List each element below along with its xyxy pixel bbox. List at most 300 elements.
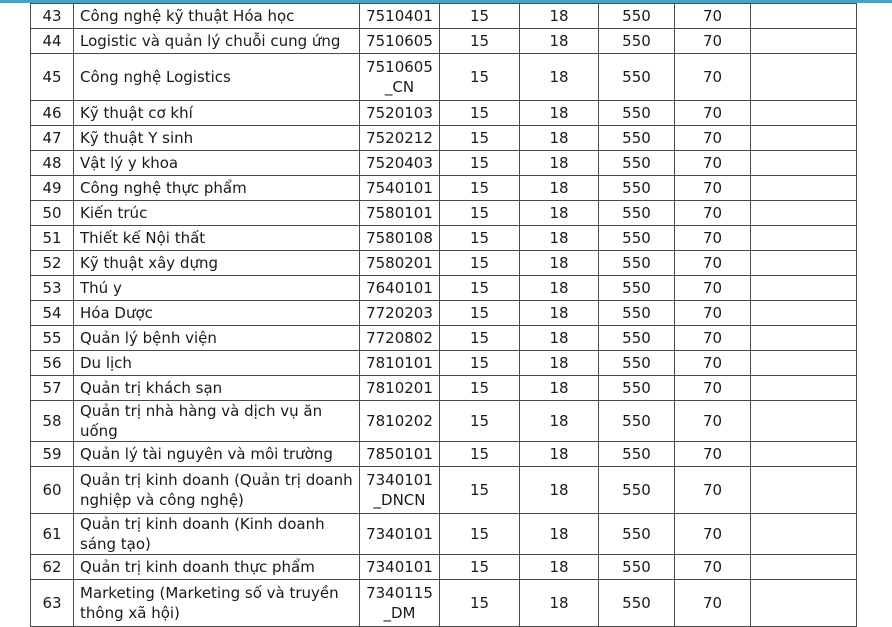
cell-stt xyxy=(31,301,74,326)
cell-col-2-text: 18 xyxy=(549,204,569,222)
table-row xyxy=(31,376,857,401)
table-row xyxy=(31,176,857,201)
cell-col-1 xyxy=(440,467,520,514)
cell-col-3 xyxy=(599,29,675,54)
cell-program-name-text: Công nghệ thực phẩm xyxy=(80,179,247,197)
cell-col-5 xyxy=(751,201,857,226)
cell-col-5 xyxy=(751,126,857,151)
cell-program-name xyxy=(74,201,360,226)
cell-col-1-text: 15 xyxy=(469,379,490,397)
cell-col-5 xyxy=(751,101,857,126)
cell-col-3 xyxy=(599,151,675,176)
cell-program-code-text: 7810201 xyxy=(366,379,433,397)
cell-col-3-text: 550 xyxy=(622,68,651,86)
table-row xyxy=(31,351,857,376)
table-row xyxy=(31,201,857,226)
cell-program-name xyxy=(74,580,360,627)
cell-program-name xyxy=(74,276,360,301)
cell-program-name xyxy=(74,326,360,351)
cell-stt xyxy=(31,176,74,201)
cell-program-code xyxy=(360,201,440,226)
cell-stt-text: 47 xyxy=(42,129,62,147)
cell-col-4 xyxy=(675,4,751,29)
cell-col-1-text: 15 xyxy=(469,32,490,50)
cell-col-1-text: 15 xyxy=(469,279,490,297)
cell-col-1 xyxy=(440,276,520,301)
cell-col-1 xyxy=(440,176,520,201)
cell-program-name-text: Quản trị khách sạn xyxy=(80,379,223,397)
cell-col-1-text: 15 xyxy=(469,481,490,499)
cell-col-3 xyxy=(599,301,675,326)
cell-stt xyxy=(31,467,74,514)
table-row xyxy=(31,226,857,251)
cell-program-code xyxy=(360,151,440,176)
cell-stt xyxy=(31,514,74,555)
cell-col-2 xyxy=(520,467,599,514)
cell-program-name-text: Công nghệ kỹ thuật Hóa học xyxy=(80,7,295,25)
cell-col-2 xyxy=(520,401,599,442)
cell-program-name xyxy=(74,376,360,401)
cell-col-2-text: 18 xyxy=(549,558,569,576)
cell-program-code xyxy=(360,580,440,627)
cell-stt-text: 56 xyxy=(42,354,62,372)
cell-col-1-text: 15 xyxy=(469,354,490,372)
cell-col-4 xyxy=(675,467,751,514)
table-row xyxy=(31,276,857,301)
cell-col-4-text: 70 xyxy=(702,445,723,463)
table-row xyxy=(31,251,857,276)
cell-col-4 xyxy=(675,151,751,176)
cell-col-3-text: 550 xyxy=(622,179,651,197)
cell-program-name xyxy=(74,301,360,326)
cell-program-name-text: Quản lý tài nguyên và môi trường xyxy=(80,445,333,463)
table-row xyxy=(31,555,857,580)
cell-program-code-text: 7720802 xyxy=(366,329,433,347)
cell-col-2 xyxy=(520,126,599,151)
cell-program-code xyxy=(360,401,440,442)
cell-col-2 xyxy=(520,201,599,226)
cell-col-5 xyxy=(751,29,857,54)
cell-stt xyxy=(31,401,74,442)
cell-col-4-text: 70 xyxy=(702,354,723,372)
cell-program-name-text: Quản trị kinh doanh (Quản trị doanh nghiệp và công nghệ) xyxy=(80,471,353,509)
cell-program-code-text: 7540101 xyxy=(366,179,433,197)
cell-stt-text: 62 xyxy=(42,558,62,576)
cell-program-code xyxy=(360,54,440,101)
cell-col-2-text: 18 xyxy=(549,154,569,172)
cell-col-1 xyxy=(440,301,520,326)
cell-program-name xyxy=(74,467,360,514)
table-row xyxy=(31,4,857,29)
cell-col-1-text: 15 xyxy=(469,229,490,247)
cell-program-name xyxy=(74,29,360,54)
cell-stt xyxy=(31,101,74,126)
cell-col-4 xyxy=(675,176,751,201)
cell-col-4-text: 70 xyxy=(702,129,723,147)
cell-col-2 xyxy=(520,555,599,580)
cell-col-3 xyxy=(599,514,675,555)
cell-col-5 xyxy=(751,376,857,401)
cell-col-4-text: 70 xyxy=(702,32,723,50)
cell-col-3 xyxy=(599,326,675,351)
cell-stt-text: 54 xyxy=(42,304,62,322)
cell-col-2-text: 18 xyxy=(549,279,569,297)
cell-col-1-text: 15 xyxy=(469,329,490,347)
cell-col-3-text: 550 xyxy=(622,154,651,172)
cell-col-1-text: 15 xyxy=(469,525,490,543)
cell-col-3-text: 550 xyxy=(622,412,651,430)
cell-col-1 xyxy=(440,442,520,467)
cell-col-2-text: 18 xyxy=(549,354,569,372)
cell-col-4 xyxy=(675,201,751,226)
cell-program-name xyxy=(74,401,360,442)
cell-col-2 xyxy=(520,442,599,467)
cell-col-4 xyxy=(675,351,751,376)
cell-stt xyxy=(31,54,74,101)
cell-stt-text: 46 xyxy=(42,104,62,122)
cell-col-2 xyxy=(520,176,599,201)
cell-col-1 xyxy=(440,580,520,627)
cell-col-1-text: 15 xyxy=(469,104,490,122)
cell-col-3 xyxy=(599,442,675,467)
cell-program-code xyxy=(360,101,440,126)
cell-col-1 xyxy=(440,251,520,276)
cell-program-code-text: 7640101 xyxy=(366,279,433,297)
cell-col-2-text: 18 xyxy=(549,525,569,543)
cell-col-3 xyxy=(599,555,675,580)
cell-program-code xyxy=(360,251,440,276)
cell-stt xyxy=(31,276,74,301)
cell-col-1-text: 15 xyxy=(469,68,490,86)
cell-program-name-text: Vật lý y khoa xyxy=(80,154,179,172)
cell-col-5 xyxy=(751,151,857,176)
cell-col-3 xyxy=(599,54,675,101)
cell-col-4 xyxy=(675,442,751,467)
cell-stt-text: 43 xyxy=(42,7,62,25)
cell-col-2-text: 18 xyxy=(549,68,569,86)
cell-col-3 xyxy=(599,101,675,126)
cell-stt xyxy=(31,226,74,251)
cell-col-3-text: 550 xyxy=(622,7,651,25)
cell-col-5 xyxy=(751,580,857,627)
cell-program-code xyxy=(360,301,440,326)
cell-col-2 xyxy=(520,4,599,29)
cell-program-code-text: 7340101 _DNCN xyxy=(366,471,433,509)
cell-col-4 xyxy=(675,226,751,251)
cell-program-code xyxy=(360,442,440,467)
table-row xyxy=(31,514,857,555)
cell-program-name-text: Kỹ thuật Y sinh xyxy=(80,129,194,147)
table-row xyxy=(31,442,857,467)
cell-col-1 xyxy=(440,376,520,401)
cell-col-4-text: 70 xyxy=(702,558,723,576)
cell-program-code-text: 7340115 _DM xyxy=(366,584,433,622)
cell-stt xyxy=(31,201,74,226)
cell-col-2-text: 18 xyxy=(549,379,569,397)
cell-stt-text: 59 xyxy=(42,445,62,463)
cell-col-5 xyxy=(751,514,857,555)
cell-program-code-text: 7580108 xyxy=(366,229,433,247)
cell-program-code xyxy=(360,4,440,29)
cell-col-3 xyxy=(599,276,675,301)
cell-col-1-text: 15 xyxy=(469,129,490,147)
cell-program-name xyxy=(74,151,360,176)
cell-col-2-text: 18 xyxy=(549,594,569,612)
cell-col-2 xyxy=(520,54,599,101)
cell-col-3-text: 550 xyxy=(622,129,651,147)
cell-col-1 xyxy=(440,29,520,54)
cell-col-2-text: 18 xyxy=(549,481,569,499)
cell-program-code-text: 7720203 xyxy=(366,304,433,322)
cell-program-name-text: Kiến trúc xyxy=(80,204,148,222)
cell-col-2-text: 18 xyxy=(549,104,569,122)
cell-col-4-text: 70 xyxy=(702,279,723,297)
cell-col-3 xyxy=(599,201,675,226)
cell-stt-text: 57 xyxy=(42,379,62,397)
cell-col-4-text: 70 xyxy=(702,104,723,122)
cell-col-1 xyxy=(440,326,520,351)
cell-col-1-text: 15 xyxy=(469,7,490,25)
cell-program-name-text: Thú y xyxy=(80,279,122,297)
cell-stt-text: 45 xyxy=(42,68,62,86)
cell-program-code xyxy=(360,351,440,376)
cell-col-3-text: 550 xyxy=(622,558,651,576)
cell-col-2-text: 18 xyxy=(549,329,569,347)
table-row xyxy=(31,580,857,627)
cell-col-1-text: 15 xyxy=(469,445,490,463)
cell-col-1-text: 15 xyxy=(469,304,490,322)
cell-stt xyxy=(31,376,74,401)
cell-col-2-text: 18 xyxy=(549,254,569,272)
cell-col-3-text: 550 xyxy=(622,279,651,297)
cell-stt xyxy=(31,442,74,467)
cell-stt-text: 60 xyxy=(42,481,62,499)
cell-program-name-text: Kỹ thuật cơ khí xyxy=(80,104,193,122)
cell-col-5 xyxy=(751,176,857,201)
cell-program-name xyxy=(74,126,360,151)
cell-col-3-text: 550 xyxy=(622,379,651,397)
cell-col-3 xyxy=(599,176,675,201)
cell-col-4-text: 70 xyxy=(702,525,723,543)
cell-col-5 xyxy=(751,326,857,351)
cell-col-4 xyxy=(675,301,751,326)
cell-col-3-text: 550 xyxy=(622,481,651,499)
cell-col-1 xyxy=(440,401,520,442)
cell-col-2 xyxy=(520,251,599,276)
cell-col-2 xyxy=(520,351,599,376)
admission-table xyxy=(30,3,857,627)
cell-program-code xyxy=(360,226,440,251)
cell-stt-text: 49 xyxy=(42,179,62,197)
cell-col-3-text: 550 xyxy=(622,525,651,543)
cell-col-2 xyxy=(520,226,599,251)
cell-program-code xyxy=(360,176,440,201)
cell-stt-text: 58 xyxy=(42,412,62,430)
cell-col-4 xyxy=(675,101,751,126)
cell-program-code-text: 7810101 xyxy=(366,354,433,372)
cell-program-name xyxy=(74,442,360,467)
cell-program-name-text: Du lịch xyxy=(80,354,132,372)
cell-stt xyxy=(31,4,74,29)
cell-col-3 xyxy=(599,4,675,29)
cell-col-4-text: 70 xyxy=(702,304,723,322)
cell-col-1 xyxy=(440,151,520,176)
cell-program-code-text: 7850101 xyxy=(366,445,433,463)
cell-col-2-text: 18 xyxy=(549,304,569,322)
cell-col-3 xyxy=(599,226,675,251)
cell-col-1-text: 15 xyxy=(469,254,490,272)
cell-col-4-text: 70 xyxy=(702,412,723,430)
cell-col-4-text: 70 xyxy=(702,7,723,25)
cell-col-2 xyxy=(520,301,599,326)
cell-col-3-text: 550 xyxy=(622,204,651,222)
cell-col-2-text: 18 xyxy=(549,7,569,25)
cell-stt xyxy=(31,580,74,627)
cell-col-1-text: 15 xyxy=(469,412,490,430)
cell-program-name xyxy=(74,251,360,276)
cell-program-code-text: 7520403 xyxy=(366,154,433,172)
cell-col-1-text: 15 xyxy=(469,558,490,576)
cell-col-2 xyxy=(520,29,599,54)
cell-program-name-text: Kỹ thuật xây dựng xyxy=(80,254,218,272)
cell-col-2 xyxy=(520,376,599,401)
cell-col-1 xyxy=(440,226,520,251)
cell-stt-text: 61 xyxy=(42,525,62,543)
cell-col-5 xyxy=(751,226,857,251)
cell-program-name xyxy=(74,101,360,126)
cell-col-1 xyxy=(440,555,520,580)
cell-col-3-text: 550 xyxy=(622,594,651,612)
cell-col-5 xyxy=(751,54,857,101)
cell-col-3-text: 550 xyxy=(622,354,651,372)
cell-program-name-text: Marketing (Marketing số và truyền thông xã hội) xyxy=(80,584,339,622)
cell-stt xyxy=(31,351,74,376)
cell-col-1 xyxy=(440,101,520,126)
cell-col-3-text: 550 xyxy=(622,329,651,347)
table-row xyxy=(31,401,857,442)
cell-col-2 xyxy=(520,326,599,351)
cell-col-2 xyxy=(520,514,599,555)
cell-col-5 xyxy=(751,401,857,442)
cell-col-4 xyxy=(675,326,751,351)
cell-stt-text: 44 xyxy=(42,32,62,50)
cell-stt xyxy=(31,555,74,580)
cell-col-4 xyxy=(675,555,751,580)
cell-col-3-text: 550 xyxy=(622,445,651,463)
cell-col-4-text: 70 xyxy=(702,179,723,197)
cell-col-1 xyxy=(440,514,520,555)
cell-program-code xyxy=(360,555,440,580)
cell-program-name xyxy=(74,54,360,101)
cell-col-3 xyxy=(599,580,675,627)
table-row xyxy=(31,29,857,54)
cell-col-1 xyxy=(440,351,520,376)
cell-stt-text: 55 xyxy=(42,329,62,347)
cell-stt-text: 53 xyxy=(42,279,62,297)
cell-stt-text: 51 xyxy=(42,229,62,247)
cell-stt-text: 52 xyxy=(42,254,62,272)
cell-col-3 xyxy=(599,251,675,276)
cell-col-1 xyxy=(440,126,520,151)
cell-program-name-text: Logistic và quản lý chuỗi cung ứng xyxy=(80,32,341,50)
cell-col-3 xyxy=(599,401,675,442)
cell-program-code-text: 7510605 xyxy=(366,32,433,50)
cell-col-3 xyxy=(599,376,675,401)
cell-program-name xyxy=(74,351,360,376)
cell-col-4-text: 70 xyxy=(702,204,723,222)
cell-col-4-text: 70 xyxy=(702,594,723,612)
cell-stt xyxy=(31,326,74,351)
cell-col-4-text: 70 xyxy=(702,379,723,397)
cell-col-1 xyxy=(440,4,520,29)
cell-col-3-text: 550 xyxy=(622,104,651,122)
cell-program-name-text: Thiết kế Nội thất xyxy=(80,229,206,247)
cell-col-4 xyxy=(675,54,751,101)
cell-col-5 xyxy=(751,276,857,301)
cell-col-1 xyxy=(440,201,520,226)
cell-col-3 xyxy=(599,467,675,514)
cell-col-2 xyxy=(520,276,599,301)
cell-col-3 xyxy=(599,126,675,151)
cell-program-name-text: Quản lý bệnh viện xyxy=(80,329,217,347)
cell-program-code-text: 7510401 xyxy=(366,7,433,25)
cell-program-code-text: 7520212 xyxy=(366,129,433,147)
cell-col-5 xyxy=(751,467,857,514)
cell-col-4 xyxy=(675,580,751,627)
cell-program-code-text: 7810202 xyxy=(366,412,433,430)
cell-program-name-text: Quản trị kinh doanh thực phẩm xyxy=(80,558,315,576)
table-row xyxy=(31,301,857,326)
cell-col-2 xyxy=(520,580,599,627)
cell-program-code xyxy=(360,514,440,555)
cell-col-1-text: 15 xyxy=(469,594,490,612)
cell-program-code xyxy=(360,326,440,351)
cell-col-4 xyxy=(675,376,751,401)
cell-col-3-text: 550 xyxy=(622,304,651,322)
cell-col-4-text: 70 xyxy=(702,229,723,247)
cell-col-4 xyxy=(675,251,751,276)
cell-col-5 xyxy=(751,351,857,376)
cell-col-3 xyxy=(599,351,675,376)
cell-program-name-text: Quản trị kinh doanh (Kinh doanh sáng tạo) xyxy=(80,515,325,553)
cell-col-5 xyxy=(751,251,857,276)
cell-program-name xyxy=(74,555,360,580)
cell-col-3-text: 550 xyxy=(622,32,651,50)
cell-program-code xyxy=(360,467,440,514)
cell-program-code-text: 7580201 xyxy=(366,254,433,272)
cell-col-2 xyxy=(520,151,599,176)
cell-col-4-text: 70 xyxy=(702,481,723,499)
cell-col-4 xyxy=(675,126,751,151)
cell-stt xyxy=(31,29,74,54)
cell-col-5 xyxy=(751,442,857,467)
cell-col-4 xyxy=(675,514,751,555)
cell-col-1-text: 15 xyxy=(469,204,490,222)
cell-program-name xyxy=(74,4,360,29)
cell-col-1-text: 15 xyxy=(469,179,490,197)
table-row xyxy=(31,151,857,176)
cell-program-code-text: 7520103 xyxy=(366,104,433,122)
cell-col-2-text: 18 xyxy=(549,129,569,147)
cell-program-code-text: 7510605 _CN xyxy=(366,58,433,96)
cell-col-4 xyxy=(675,276,751,301)
cell-program-name-text: Hóa Dược xyxy=(80,304,153,322)
cell-program-code-text: 7340101 xyxy=(366,525,433,543)
table-body xyxy=(31,4,857,627)
cell-col-2-text: 18 xyxy=(549,412,569,430)
table-row xyxy=(31,467,857,514)
cell-program-code-text: 7580101 xyxy=(366,204,433,222)
